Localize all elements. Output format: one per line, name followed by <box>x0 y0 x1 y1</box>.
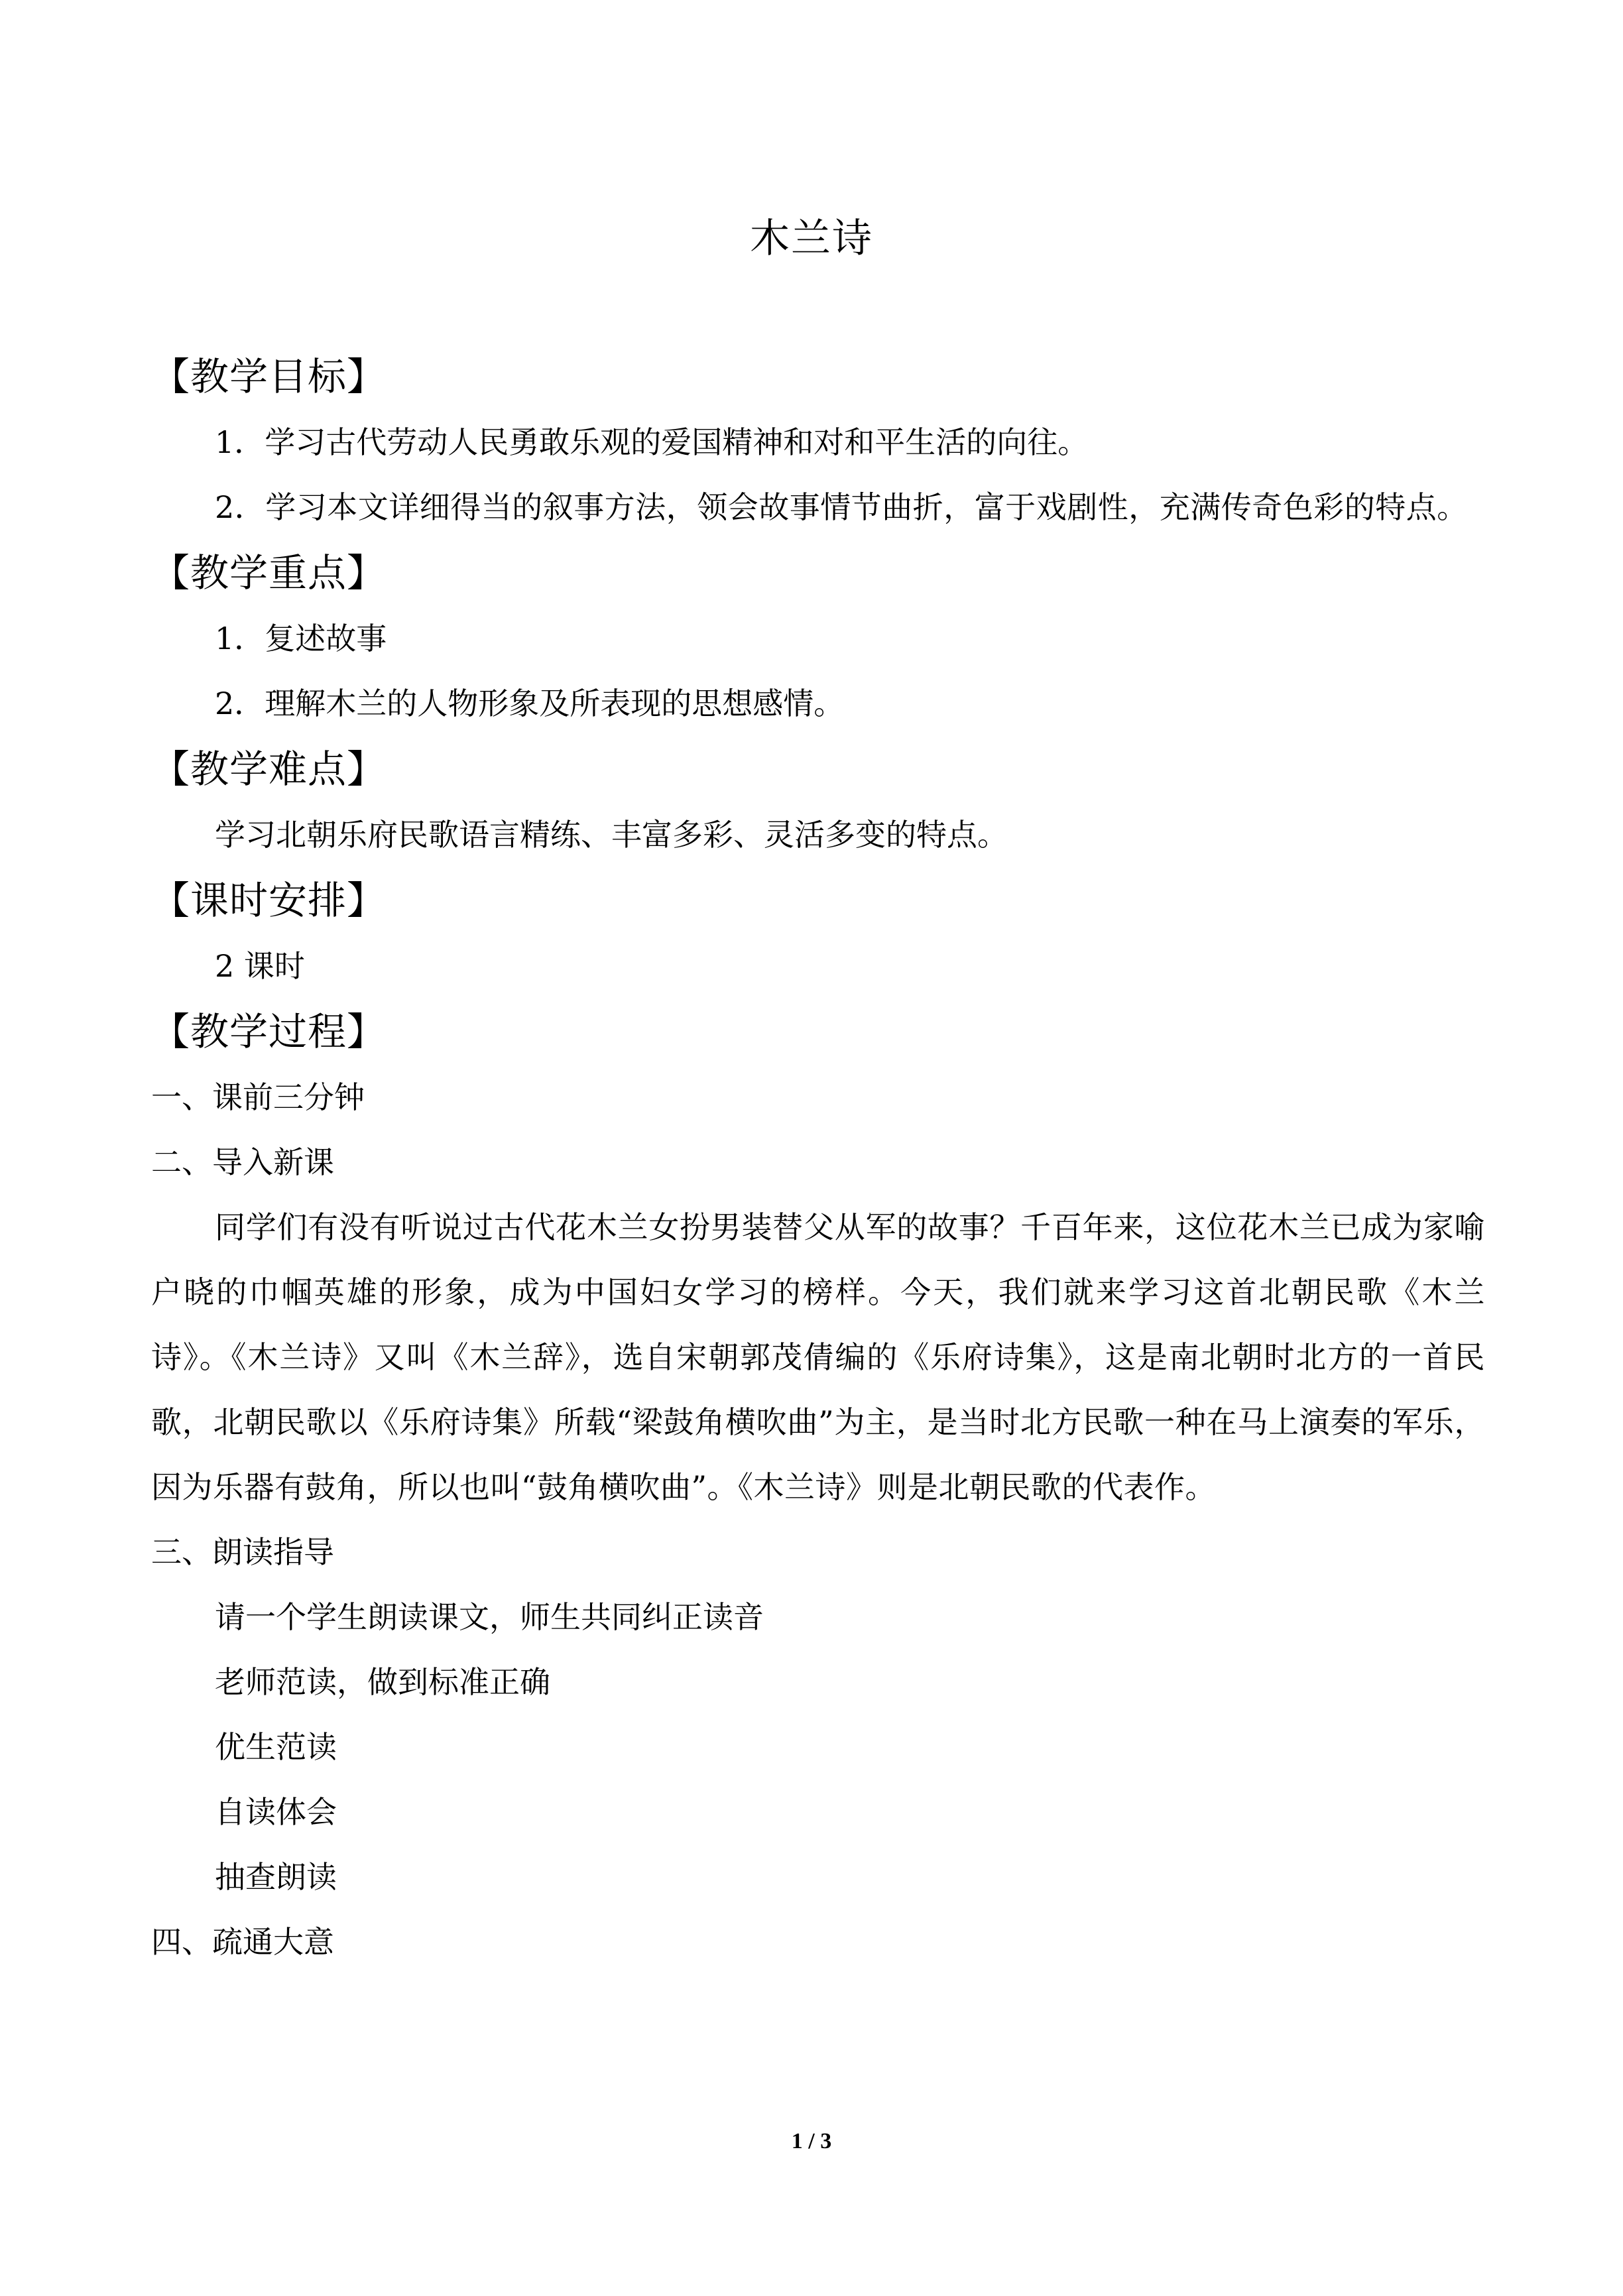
intro-paragraph: 同学们有没有听说过古代花木兰女扮男装替父从军的故事？千百年来，这位花木兰已成为家喻户晓的巾帼英雄的形象，成为中国妇女学习的榜样。今天，我们就来学习这首北朝民歌《木兰诗》。《木兰诗》又叫《木兰辞》，选自宋朝郭茂倩编的《乐府诗集》，这是南北朝时北方的一首民歌，北朝民歌以《乐府诗集》所载“梁鼓角横吹曲”为主，是当时北方民歌一种在马上演奏的军乐，因为乐器有鼓角，所以也叫“鼓角横吹曲”。《木兰诗》则是北朝民歌的代表作。 <box>151 1209 1485 1505</box>
difficulties-text: 学习北朝乐府民歌语言精练、丰富多彩、灵活多变的特点。 <box>215 817 1008 853</box>
process-step-4: 四、疏通大意 <box>151 1924 334 1960</box>
reading-item-3: 优生范读 <box>215 1729 337 1765</box>
page-number: 1 / 3 <box>791 2129 832 2153</box>
process-step-2: 二、导入新课 <box>151 1144 334 1180</box>
heading-teaching-process: 【教学过程】 <box>151 1009 387 1054</box>
document-body <box>151 343 1485 1974</box>
reading-item-1: 请一个学生朗读课文，师生共同纠正读音 <box>215 1599 764 1635</box>
goal-item-2: 2．学习本文详细得当的叙事方法，领会故事情节曲折，富于戏剧性，充满传奇色彩的特点。 <box>215 489 1468 525</box>
process-step-3: 三、朗读指导 <box>151 1534 334 1570</box>
reading-item-5: 抽查朗读 <box>215 1859 337 1895</box>
heading-key-points: 【教学重点】 <box>151 550 387 595</box>
reading-item-2: 老师范读，做到标准正确 <box>215 1664 550 1700</box>
key-point-item-1: 1．复述故事 <box>215 621 387 656</box>
heading-teaching-goals: 【教学目标】 <box>151 354 387 399</box>
document-title: 木兰诗 <box>750 215 873 262</box>
heading-difficulties: 【教学难点】 <box>151 747 387 792</box>
process-step-1: 一、课前三分钟 <box>151 1079 365 1115</box>
reading-item-4: 自读体会 <box>215 1794 337 1830</box>
key-point-item-2: 2．理解木兰的人物形象及所表现的思想感情。 <box>215 686 845 721</box>
heading-schedule: 【课时安排】 <box>151 878 387 923</box>
goal-item-1: 1．学习古代劳动人民勇敢乐观的爱国精神和对和平生活的向往。 <box>215 424 1089 460</box>
schedule-text: 2 课时 <box>215 948 305 984</box>
